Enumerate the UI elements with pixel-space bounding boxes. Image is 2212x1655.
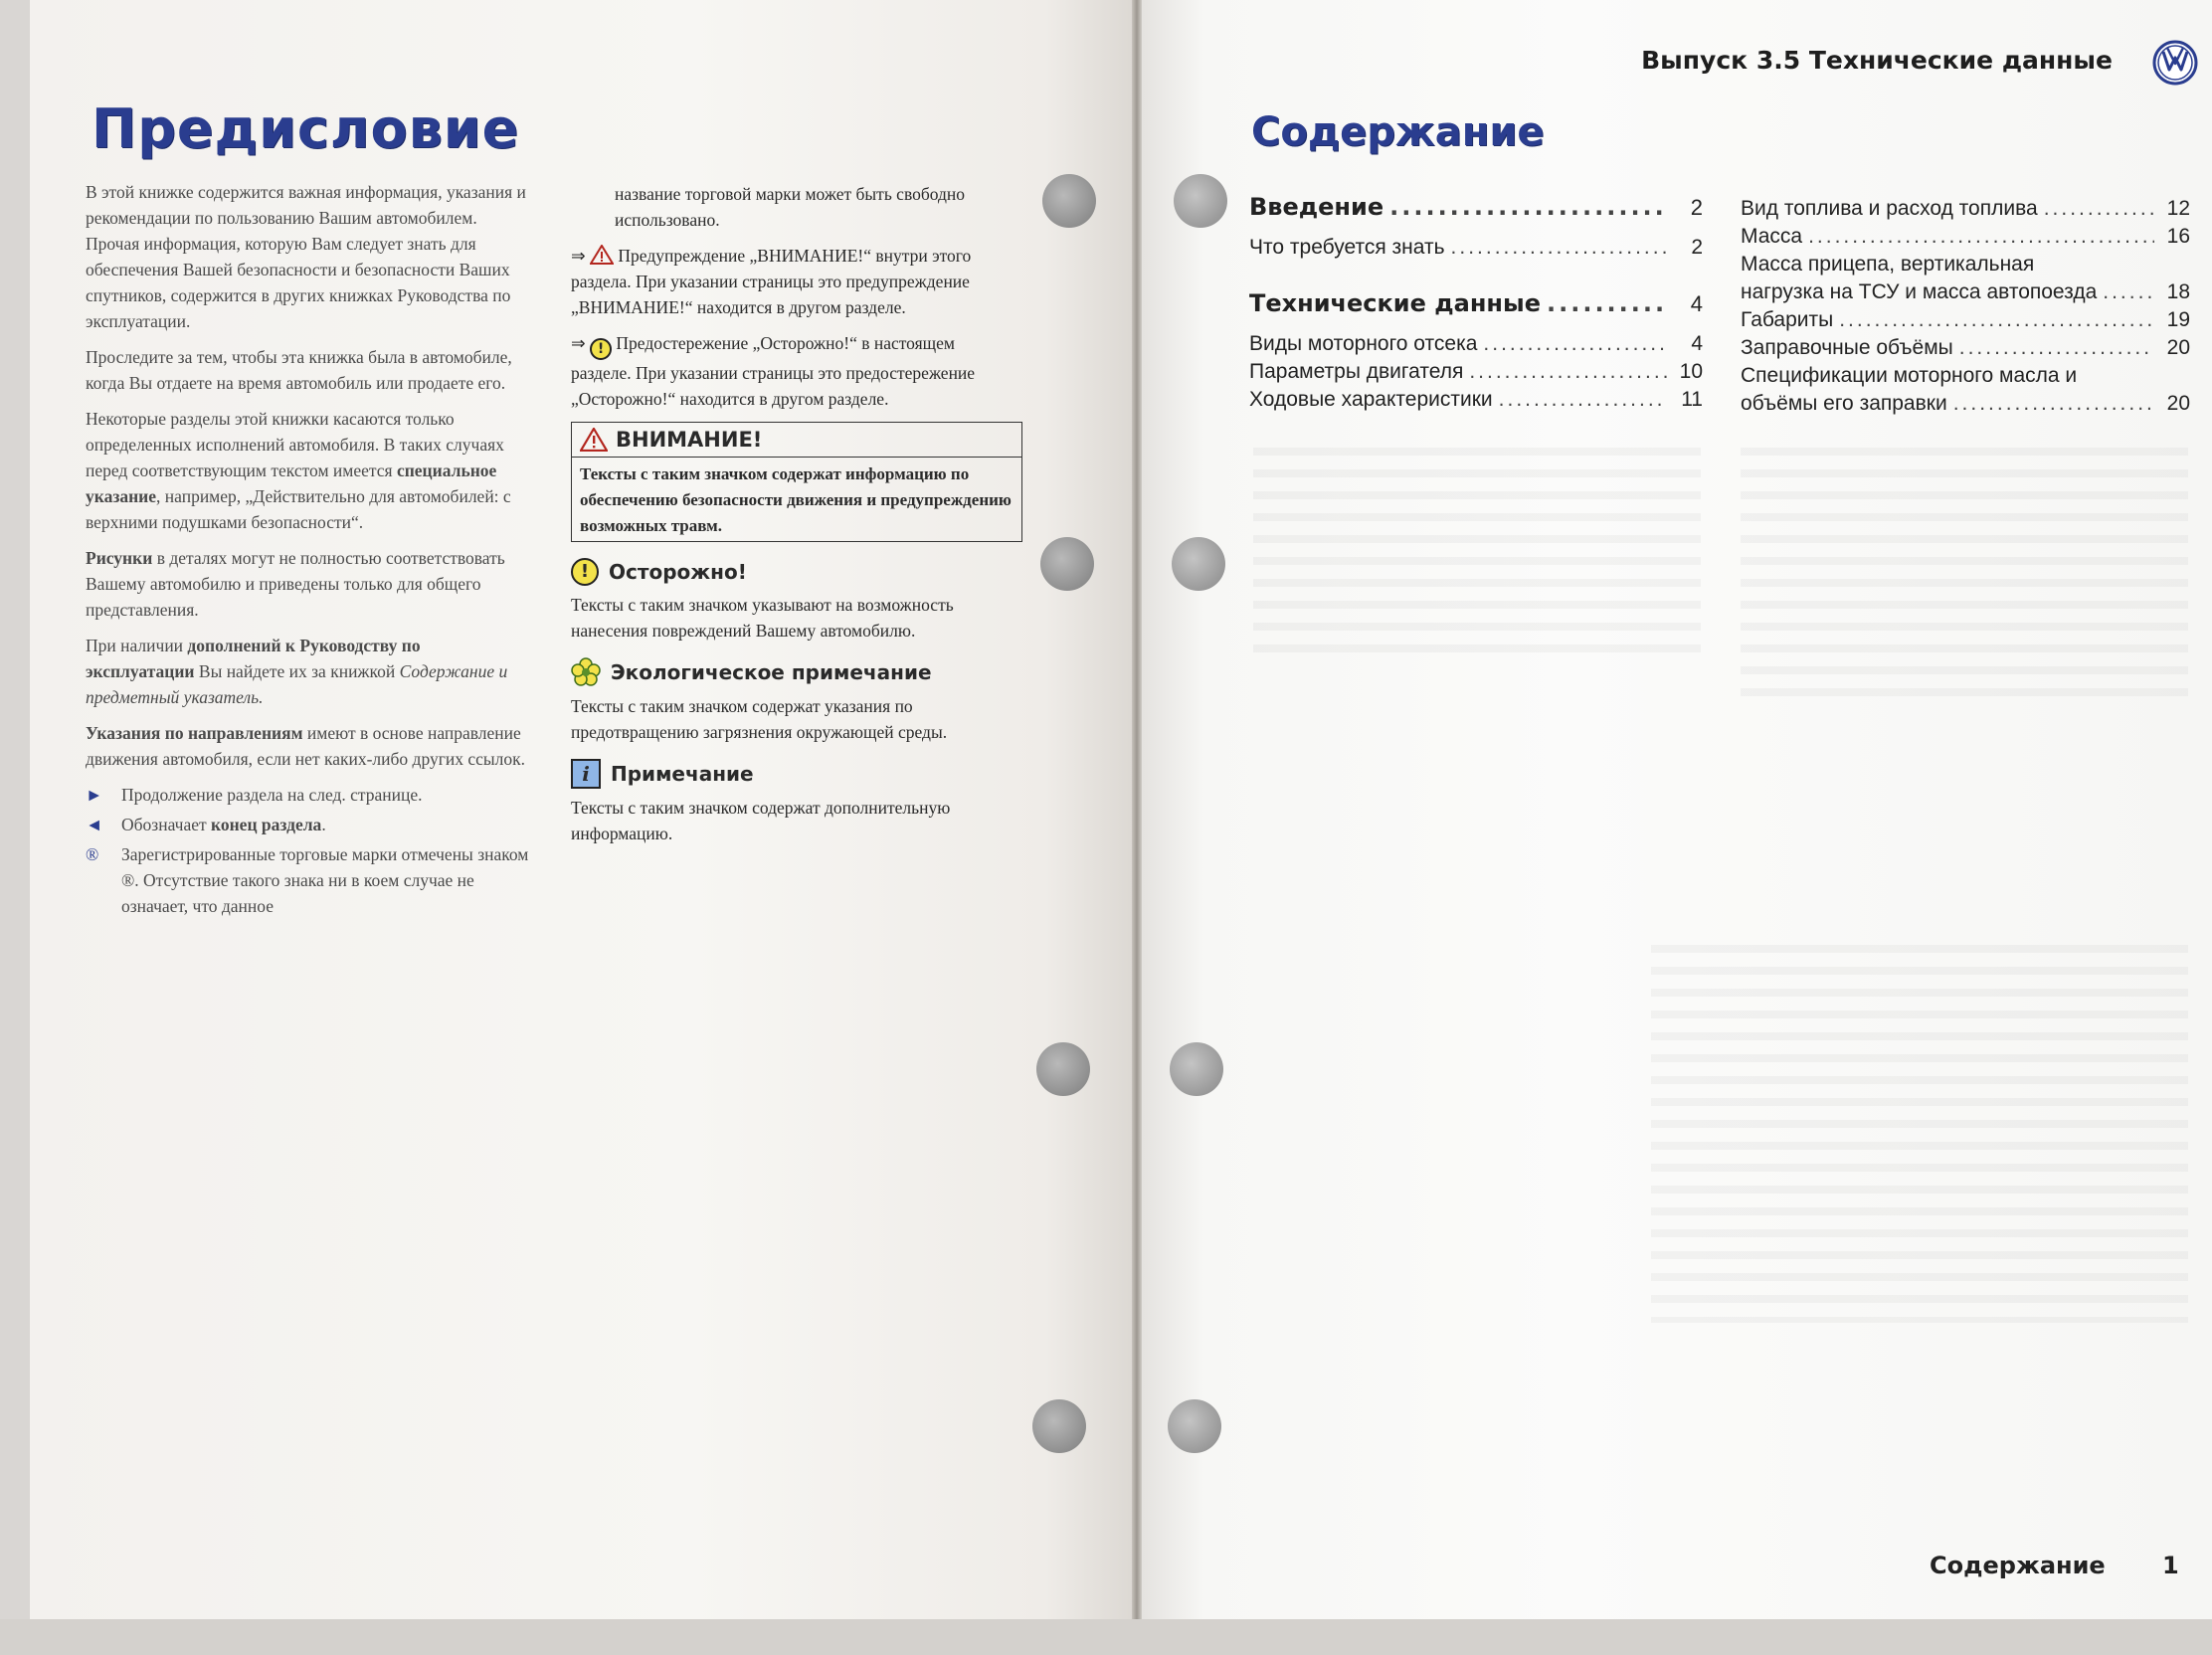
toc-entry[interactable]: Масса ..... 16	[1741, 223, 2190, 251]
paragraph: Тексты с таким значком содержат указания по предотвращению загрязнения окружающей среды.	[571, 696, 948, 742]
paragraph: Тексты с таким значком указывают на возможность нанесения повреждений Вашему автомобилю.	[571, 595, 954, 641]
preface-column-2	[571, 181, 1018, 856]
scan-background	[0, 1619, 2212, 1655]
toc-entry[interactable]: Что требуется знать ..... 2	[1249, 234, 1703, 262]
info-icon: i	[571, 759, 601, 789]
paragraph: При наличии дополнений к Руководству по эксплуатации Вы найдете их за книжкой Содержание и предметный указатель.	[86, 636, 508, 707]
eco-heading: Экологическое примечание	[571, 657, 1018, 687]
show-through-text	[1741, 448, 2188, 706]
warning-box	[571, 422, 1022, 542]
list-item: ◄ Обозначает конец раздела.	[86, 812, 533, 837]
binder-hole	[1172, 537, 1225, 591]
binder-hole	[1040, 537, 1094, 591]
list-item: ► Продолжение раздела на след. странице.	[86, 782, 533, 808]
show-through-text	[1651, 945, 2188, 1323]
toc-title: Содержание	[1251, 109, 1545, 155]
continue-arrow-icon: ►	[86, 785, 103, 805]
toc-entry[interactable]: Спецификации моторного масла и объёмы его заправки ..... 20	[1741, 362, 2190, 418]
paragraph: ⇒ Предупреждение „ВНИМАНИЕ!“ внутри этого раздела. При указании страницы это предупреждение „ВНИМАНИЕ!“ находится в другом разделе.	[571, 246, 972, 317]
binder-hole	[1174, 174, 1227, 228]
list-item: ® Зарегистрированные торговые марки отмечены знаком ®. Отсутствие такого знака ни в коем случае не означает, что данное	[86, 841, 533, 919]
preface-column-1	[86, 179, 533, 923]
paragraph: Указания по направлениям имеют в основе направление движения автомобиля, если нет каких-либо других ссылок.	[86, 723, 526, 769]
paragraph: Рисунки в деталях могут не полностью соответствовать Вашему автомобилю и приведены только для общего представления.	[86, 548, 505, 620]
page-title: Предисловие	[92, 97, 520, 160]
toc-entry[interactable]: Масса прицепа, вертикальная нагрузка на ТСУ и масса автопоезда ..... 18	[1741, 251, 2190, 306]
binder-hole	[1036, 1042, 1090, 1096]
binder-hole	[1170, 1042, 1223, 1096]
warning-triangle-icon	[580, 428, 608, 452]
page-header: Выпуск 3.5 Технические данные	[1641, 46, 2113, 75]
end-arrow-icon: ◄	[86, 815, 103, 834]
toc-entry[interactable]: Параметры двигателя ..... 10	[1249, 358, 1703, 386]
toc-entry[interactable]: Виды моторного отсека ..... 4	[1249, 330, 1703, 358]
paragraph: В этой книжке содержится важная информация, указания и рекомендации по пользованию Вашим автомобилем. Прочая информация, которую Вам следует знать для обеспечения Вашей безопасности и безопасности Ваших спутников, содержится в других книжках Руководства по эксплуатации.	[86, 182, 526, 331]
registered-mark-icon: ®	[86, 844, 99, 864]
binder-hole	[1168, 1399, 1221, 1453]
toc-section[interactable]: Технические данные ..... 4	[1249, 287, 1703, 320]
book-spine	[1132, 0, 1142, 1655]
warning-triangle-icon	[590, 245, 614, 265]
caution-icon: !	[571, 558, 599, 586]
toc-entry[interactable]: Заправочные объёмы ..... 20	[1741, 334, 2190, 362]
toc-section[interactable]: Введение ..... 2	[1249, 191, 1703, 224]
toc-entry[interactable]: Вид топлива и расход топлива ..... 12	[1741, 195, 2190, 223]
footer-section-label: Содержание	[1930, 1552, 2106, 1579]
warning-header: ВНИМАНИЕ!	[572, 423, 1021, 458]
warning-text: Тексты с таким значком содержат информацию по обеспечению безопасности движения и предупреждению возможных травм.	[580, 464, 1012, 535]
binder-hole	[1032, 1399, 1086, 1453]
toc-column-1	[1249, 191, 1703, 414]
caution-icon: !	[590, 338, 612, 360]
paragraph: Тексты с таким значком содержат дополнительную информацию.	[571, 798, 951, 843]
caution-heading: ! Осторожно!	[571, 558, 1018, 586]
page-number: 1	[2162, 1552, 2179, 1579]
toc-column-2	[1741, 195, 2190, 418]
show-through-text	[1253, 448, 1701, 656]
toc-entry[interactable]: Габариты ..... 19	[1741, 306, 2190, 334]
paragraph: название торговой марки может быть свободно использовано.	[615, 184, 966, 230]
eco-flower-icon	[571, 657, 601, 687]
binder-hole	[1042, 174, 1096, 228]
paragraph: ⇒ ! Предостережение „Осторожно!“ в настоящем разделе. При указании страницы это предостережение „Осторожно!“ находится в другом разделе.	[571, 333, 976, 409]
toc-entry[interactable]: Ходовые характеристики ..... 11	[1249, 386, 1703, 414]
note-heading: i Примечание	[571, 759, 1018, 789]
vw-logo-icon	[2152, 40, 2198, 86]
paragraph: Проследите за тем, чтобы эта книжка была в автомобиле, когда Вы отдаете на время автомобиль или продаете его.	[86, 347, 512, 393]
paragraph: Некоторые разделы этой книжки касаются только определенных исполнений автомобиля. В таких случаях перед соответствующим текстом имеется специальное указание, например, „Действительно для автомобилей: с верхними подушками безопасности“.	[86, 409, 511, 532]
